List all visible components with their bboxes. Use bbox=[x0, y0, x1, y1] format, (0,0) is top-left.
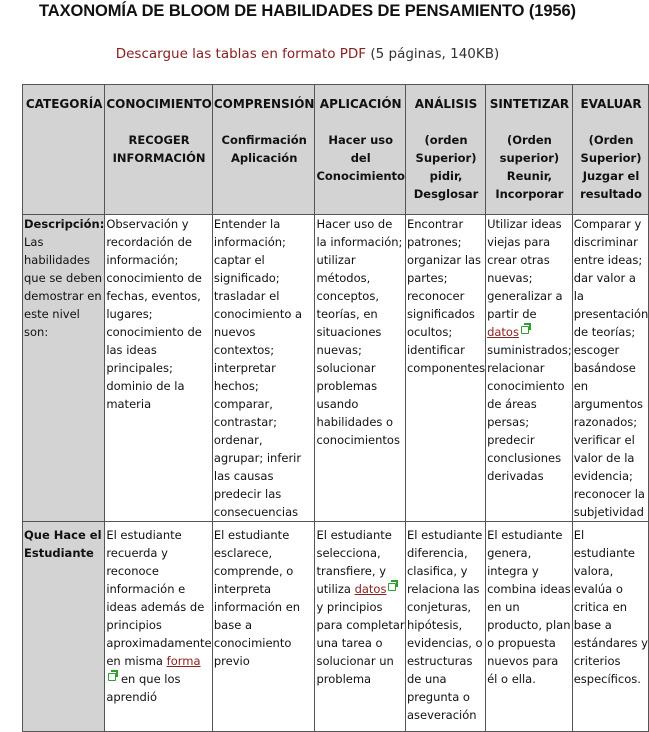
cell-analisis-estudiante: El estudiante diferencia, clasifica, y relaciona las conjeturas, hipótesis, evidencias, o estructuras de una pregunta o aseveración bbox=[405, 522, 485, 732]
datos-link[interactable]: datos bbox=[354, 582, 387, 596]
external-link-icon bbox=[521, 324, 530, 333]
cell-aplicacion-descripcion: Hacer uso de la información; utilizar métodos, conceptos, teorías, en situaciones nuevas; solucionar problemas usando habilidades o conocimientos bbox=[315, 215, 406, 522]
table-row bbox=[23, 215, 649, 522]
row-header-descripcion: Descripción: Las habilidades que se deben demostrar en este nivel son: bbox=[23, 215, 105, 522]
cell-comprension-estudiante: El estudiante esclarece, comprende, o interpreta información en base a conocimiento previo bbox=[212, 522, 315, 732]
column-header-categoria: CATEGORÍA bbox=[23, 85, 105, 215]
table-row bbox=[23, 522, 649, 732]
cell-evaluar-estudiante: El estudiante valora, evalúa o critica en base a estándares y criterios específicos. bbox=[572, 522, 649, 732]
cell-aplicacion-estudiante: El estudiante selecciona, transfiere, y utiliza datos y principios para completar una tarea o solucionar un problema bbox=[315, 522, 406, 732]
download-pdf-link[interactable]: Descargue las tablas en formato PDF bbox=[115, 46, 367, 62]
download-detail: (5 páginas, 140KB) bbox=[366, 46, 500, 62]
download-line bbox=[0, 46, 615, 62]
column-header-conocimiento: CONOCIMIENTO RECOGER INFORMACIÓN bbox=[105, 85, 213, 215]
cell-analisis-descripcion: Encontrar patrones; organizar las partes; reconocer significados ocultos; identificar componentes bbox=[405, 215, 485, 522]
datos-link[interactable]: datos bbox=[487, 325, 519, 339]
column-header-evaluar: EVALUAR (Orden Superior) Juzgar el resultado bbox=[572, 85, 649, 215]
page-title: TAXONOMÍA DE BLOOM DE HABILIDADES DE PENSAMIENTO (1956) bbox=[39, 2, 576, 20]
cell-comprension-descripcion: Entender la información; captar el significado; trasladar el conocimiento a nuevos contextos; interpretar hechos; comparar, contrastar; ordenar, agrupar; inferir las causas predecir las consecuencias bbox=[212, 215, 315, 522]
cell-conocimiento-descripcion: Observación y recordación de información; conocimiento de fechas, eventos, lugares; conocimiento de las ideas principales; dominio de la materia bbox=[105, 215, 213, 522]
column-header-comprension: COMPRENSIÓN Confirmación Aplicación bbox=[212, 85, 315, 215]
external-link-icon bbox=[108, 671, 117, 680]
header-row bbox=[23, 85, 649, 215]
cell-conocimiento-estudiante: El estudiante recuerda y reconoce información e ideas además de principios aproximadamente en misma forma en que los aprendió bbox=[105, 522, 213, 732]
cell-sintetizar-descripcion: Utilizar ideas viejas para crear otras nuevas; generalizar a partir de datos suministrados; relacionar conocimiento de áreas persas; predecir conclusiones derivadas bbox=[486, 215, 573, 522]
row-header-que-hace: Que Hace el Estudiante bbox=[23, 522, 105, 732]
external-link-icon bbox=[388, 581, 397, 590]
column-header-aplicacion: APLICACIÓN Hacer uso del Conocimiento bbox=[315, 85, 406, 215]
forma-link[interactable]: forma bbox=[166, 654, 201, 668]
cell-evaluar-descripcion: Comparar y discriminar entre ideas; dar valor a la presentación de teorías; escoger basándose en argumentos razonados; verificar el valor de la evidencia; reconocer la subjetividad bbox=[572, 215, 649, 522]
bloom-taxonomy-table bbox=[22, 84, 649, 732]
column-header-analisis: ANÁLISIS (orden Superior) pidir, Desglosar bbox=[405, 85, 485, 215]
column-header-sintetizar: SINTETIZAR (Orden superior) Reunir, Incorporar bbox=[486, 85, 573, 215]
cell-sintetizar-estudiante: El estudiante genera, integra y combina ideas en un producto, plan o propuesta nuevos para él o ella. bbox=[486, 522, 573, 732]
